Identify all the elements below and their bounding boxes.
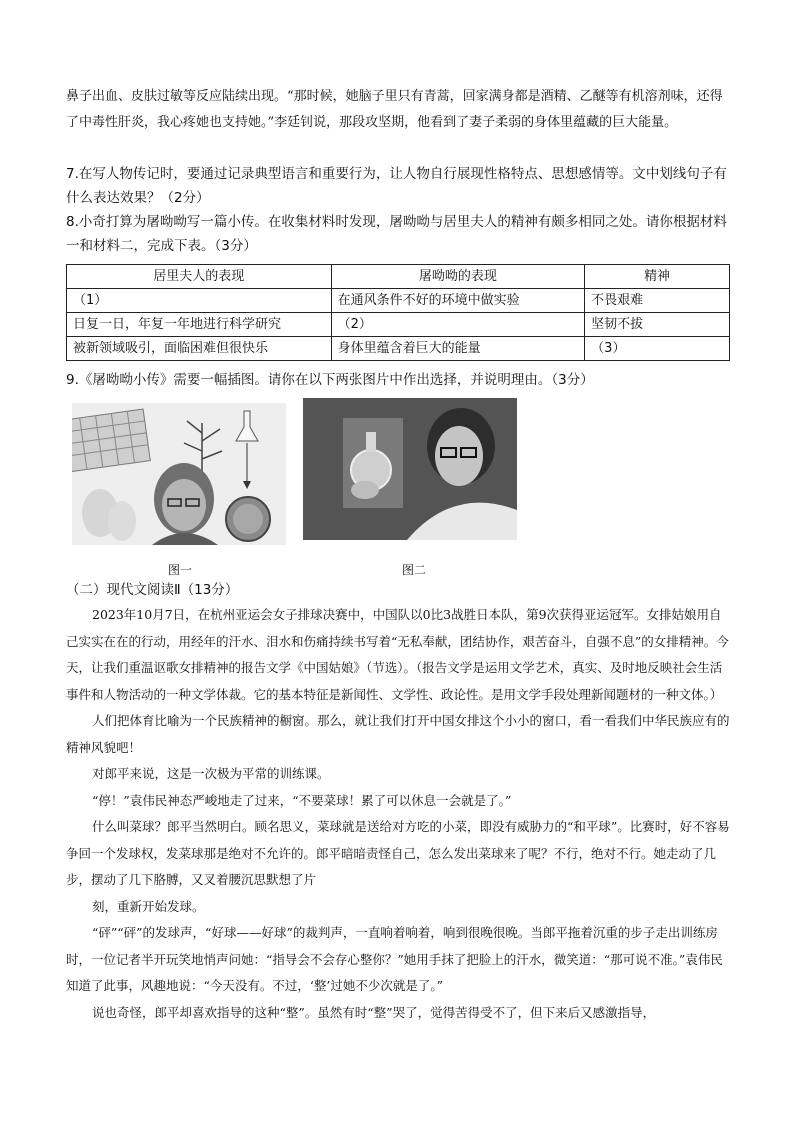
figure-2-image — [303, 398, 517, 540]
section-2-intro: 2023年10月7日，在杭州亚运会女子排球决赛中，中国队以0比3战胜日本队，第9次获得亚运冠军。女排姑娘用自己实实在在的行动，用经年的汗水、泪水和伤痛持续书写着“无私奉献，团结协作，艰苦奋斗，自强不息”的女排精神。今天，让我们重温讴歌女排精神的报告文学《中国姑娘》（节选）。（报告文学是运用文学艺术，真实、及时地反映社会生活事件和人物活动的一种文学体裁。它的基本特征是新闻性、文学性、政论性。是用文学手段处理新闻题材的一种文体。） — [66, 607, 729, 702]
section-2-paragraph: 刻，重新开始发球。 — [92, 898, 205, 914]
section-2-heading-block — [66, 578, 730, 602]
top-paragraph-block — [66, 84, 730, 136]
table-row — [67, 337, 730, 361]
top-paragraph: 鼻子出血、皮肤过敏等反应陆续出现。“那时候，她脑子里只有青蒿，回家满身都是酒精、乙醚等有机溶剂味，还得了中毒性肝炎，我心疼她也支持她。”李廷钊说，那段攻坚期，他看到了妻子柔弱的身体里蕴藏的巨大能量。 — [66, 89, 723, 130]
questions-block — [66, 162, 730, 258]
figure-2-photo — [303, 398, 517, 540]
table-cell: 日复一日，年复一年地进行科学研究 — [67, 313, 332, 337]
section-2-paragraph: 说也奇怪，郎平却喜欢指导的这种“整”。虽然有时“整”哭了，觉得苦得受不了，但下来后又感激指导， — [92, 1004, 656, 1020]
question-8: 8.小奇打算为屠呦呦写一篇小传。在收集材料时发现，屠呦呦与居里夫人的精神有颇多相同之处。请你根据材料一和材料二，完成下表。（3分） — [66, 214, 727, 254]
table-header-cell: 屠呦呦的表现 — [331, 265, 585, 289]
table-header-row — [67, 265, 730, 289]
section-2-paragraph: “停！”袁伟民神态严峻地走了过来，“不要菜球！累了可以休息一会就是了。” — [92, 792, 512, 808]
table-cell: （1） — [67, 289, 332, 313]
section-2-paragraph: 什么叫菜球？郎平当然明白。顾名思义，菜球就是送给对方吃的小菜，即没有威胁力的“和平球”。比赛时，好不容易争回一个发球权，发菜球那是绝对不允许的。郎平暗暗责怪自己，怎么发出菜球来了呢？不行，绝对不行。她走动了几步，摆动了几下胳膊，又叉着腰沉思默想了片 — [66, 819, 730, 887]
table-cell: 不畏艰难 — [585, 289, 730, 313]
figure-1-caption: 图一 — [168, 563, 193, 577]
table-cell: （2） — [331, 313, 585, 337]
question-7: 7.在写人物传记时，要通过记录典型语言和重要行为，让人物自行展现性格特点、思想感情等。文中划线句子有什么表达效果？（2分） — [66, 166, 727, 206]
section-2-paragraph: 对郎平来说，这是一次极为平常的训练课。 — [92, 766, 330, 781]
table-row — [67, 313, 730, 337]
comparison-table-wrap — [66, 264, 730, 361]
section-2-paragraph: “砰”“砰”的发球声，“好球——好球”的裁判声，一直响着响着，响到很晚很晚。当郎平拖着沉重的步子走出训练房时，一位记者半开玩笑地悄声问她：“指导会不会存心整你？”她用手抹了把脸上的汗水，微笑道：“那可说不准。”袁伟民知道了此事，风趣地说：“今天没有。不过，‘整’过她不少次就是了。” — [66, 925, 723, 993]
table-cell: 坚韧不拔 — [585, 313, 730, 337]
table-header-cell: 精神 — [585, 265, 730, 289]
table-row — [67, 289, 730, 313]
table-cell: 在通风条件不好的环境中做实验 — [331, 289, 585, 313]
section-2-text — [66, 602, 730, 1026]
table-cell: 被新领域吸引，面临困难但很快乐 — [67, 337, 332, 361]
table-cell: 身体里蕴含着巨大的能量 — [331, 337, 585, 361]
question-9: 9.《屠呦呦小传》需要一幅插图。请你在以下两张图片中作出选择，并说明理由。（3分） — [66, 372, 594, 388]
section-2-heading: （二）现代文阅读Ⅱ（13分） — [66, 582, 239, 598]
comparison-table — [66, 264, 730, 361]
question-9-block — [66, 368, 730, 392]
figure-1-collage — [72, 403, 286, 545]
table-header-cell: 居里夫人的表现 — [67, 265, 332, 289]
section-2-paragraph: 人们把体育比喻为一个民族精神的橱窗。那么，就让我们打开中国女排这个小小的窗口，看一看我们中华民族应有的精神风貌吧！ — [66, 713, 730, 755]
table-cell: （3） — [585, 337, 730, 361]
figure-2-caption: 图二 — [402, 563, 427, 577]
figure-1-image — [72, 403, 286, 545]
